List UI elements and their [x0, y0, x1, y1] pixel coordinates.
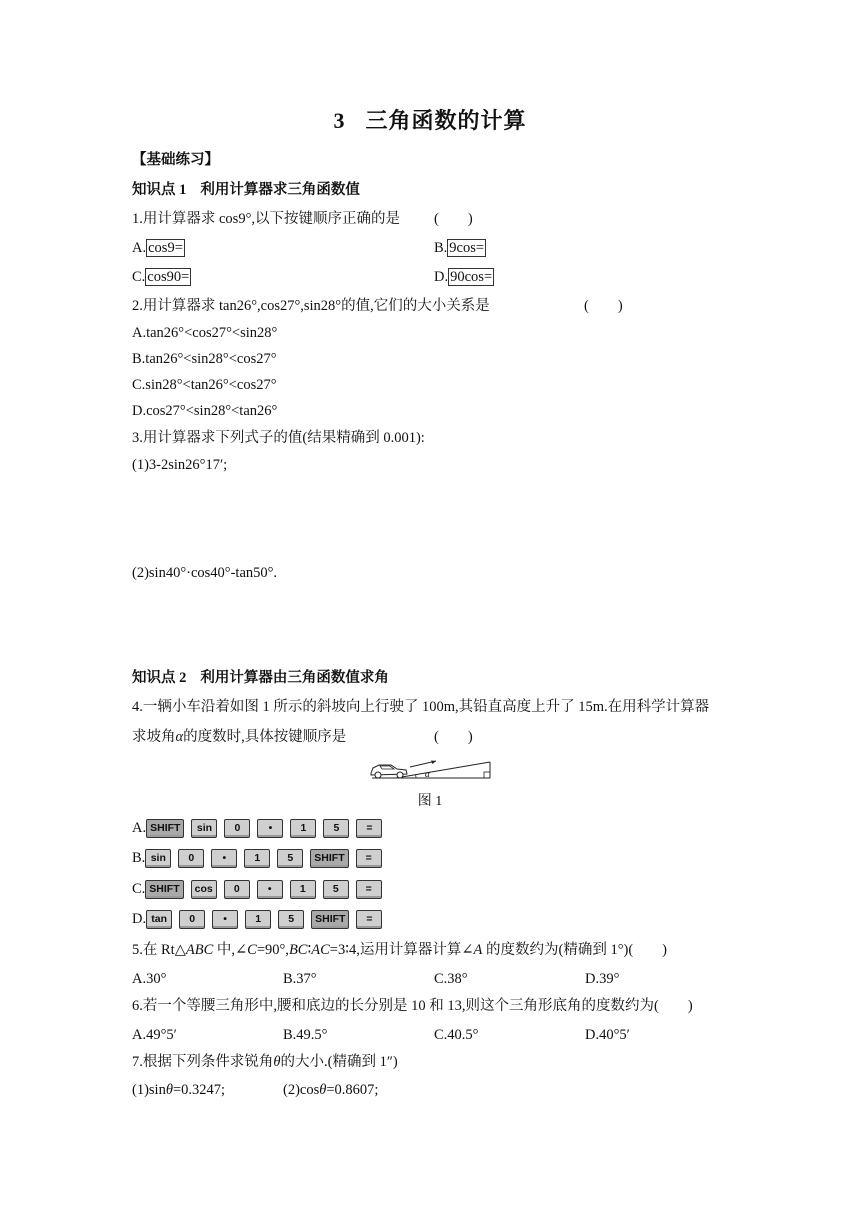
q5-option-b[interactable]: B.37°: [283, 971, 317, 987]
question-2-stem: 2.用计算器求 tan26°,cos27°,sin28°的值,它们的大小关系是: [132, 298, 490, 314]
tan-key: tan: [146, 910, 172, 929]
equals-key: =: [356, 849, 382, 868]
one-key: 1: [290, 819, 316, 838]
q5-mid1: 中,∠: [213, 942, 248, 958]
five-key: 5: [323, 819, 349, 838]
kp1-label: 知识点 1: [132, 182, 187, 198]
question-6-stem: 6.若一个等腰三角形中,腰和底边的长分别是 10 和 13,则这个三角形底角的度数约为( ): [132, 998, 693, 1014]
q1-a-keys: cos9=: [148, 240, 183, 256]
question-1-paren: ( ): [434, 211, 473, 227]
shift-key: SHIFT: [145, 880, 183, 899]
question-1-stem: [132, 209, 400, 229]
q4-option-b[interactable]: [132, 847, 389, 869]
q4-d-label: D.: [132, 910, 147, 927]
q5-option-d[interactable]: D.39°: [585, 971, 620, 987]
q5-post: 的度数约为(精确到 1°)( ): [482, 942, 667, 958]
dot-key: •: [257, 819, 283, 838]
right-angle-mark: [484, 772, 490, 778]
zero-key: 0: [178, 849, 204, 868]
five-key: 5: [277, 849, 303, 868]
q4-option-a[interactable]: [132, 817, 389, 839]
q1-option-a[interactable]: [132, 238, 185, 258]
q1-c-keys: cos90=: [147, 269, 190, 285]
shift-key: SHIFT: [311, 910, 349, 929]
zero-key: 0: [224, 819, 250, 838]
equals-key: =: [356, 910, 382, 929]
q5-pre: 5.在 Rt△: [132, 942, 186, 958]
slope-figure: [366, 757, 492, 783]
cos-key: cos: [191, 880, 217, 899]
q3-part-1: (1)3-2sin26°17′;: [132, 457, 228, 473]
question-5-stem: [132, 940, 667, 960]
q6-option-c[interactable]: C.40.5°: [434, 1027, 479, 1043]
q5-bc: BC: [288, 942, 308, 958]
question-3-stem: 3.用计算器求下列式子的值(结果精确到 0.001):: [132, 430, 425, 446]
five-key: 5: [323, 880, 349, 899]
zero-key: 0: [179, 910, 205, 929]
q5-ac: AC: [311, 942, 330, 958]
q6-option-b[interactable]: B.49.5°: [283, 1027, 328, 1043]
q1-d-keys: 90cos=: [450, 269, 493, 285]
q7-p1-post: =0.3247;: [172, 1082, 226, 1098]
section-basic-heading: 【基础练习】: [132, 152, 219, 168]
q6-option-a[interactable]: A.49°5′: [132, 1027, 177, 1043]
q6-option-d[interactable]: D.40°5′: [585, 1027, 630, 1043]
dot-key: •: [257, 880, 283, 899]
q7-theta: θ: [273, 1054, 281, 1070]
q7-pre: 7.根据下列条件求锐角: [132, 1054, 274, 1070]
title-number: 3: [333, 108, 346, 133]
q1-c-label: C.: [132, 269, 146, 285]
q5-abc: ABC: [185, 942, 214, 958]
q2-option-d[interactable]: D.cos27°<sin28°<tan26°: [132, 403, 278, 419]
five-key: 5: [278, 910, 304, 929]
page-title: [0, 104, 860, 135]
kp1-text: 利用计算器求三角函数值: [200, 182, 360, 198]
q7-post: 的大小.(精确到 1″): [280, 1054, 398, 1070]
q1-a-label: A.: [132, 240, 147, 256]
sin-key: sin: [145, 849, 171, 868]
question-4-paren: ( ): [434, 729, 473, 745]
equals-key: =: [356, 880, 382, 899]
q4-alpha: α: [175, 729, 184, 745]
dot-key: •: [211, 849, 237, 868]
equals-key: =: [356, 819, 382, 838]
zero-key: 0: [224, 880, 250, 899]
q7-p2-pre: (2)cos: [283, 1082, 320, 1098]
q5-a: A: [473, 942, 483, 958]
car-icon: [371, 765, 407, 778]
question-4-line-1: 4.一辆小车沿着如图 1 所示的斜坡向上行驶了 100m,其铅直高度上升了 15m.在用科学计算器: [132, 699, 710, 715]
one-key: 1: [245, 910, 271, 929]
figure-slope-line: [396, 762, 490, 778]
q1-option-b[interactable]: [434, 238, 486, 258]
one-key: 1: [290, 880, 316, 899]
q4-option-c[interactable]: [132, 878, 389, 900]
knowledge-point-1: [132, 180, 360, 200]
sin-key: sin: [191, 819, 217, 838]
q2-option-a[interactable]: A.tan26°<cos27°<sin28°: [132, 325, 278, 341]
title-text: 三角函数的计算: [365, 108, 527, 133]
shift-key: SHIFT: [146, 819, 184, 838]
q5-mid3: =3∶4,运用计算器计算∠: [329, 942, 474, 958]
q1-option-d[interactable]: [434, 267, 494, 287]
q7-part-2: [283, 1080, 378, 1100]
q1-stem-text: 1.用计算器求 cos9°,以下按键顺序正确的是: [132, 211, 401, 227]
q4-c-label: C.: [132, 880, 146, 897]
q5-ratio: ∶: [307, 942, 312, 958]
shift-key: SHIFT: [310, 849, 348, 868]
q7-p1-theta: θ: [165, 1082, 173, 1098]
q7-part-1: [132, 1080, 225, 1100]
q2-option-c[interactable]: C.sin28°<tan26°<cos27°: [132, 377, 277, 393]
figure-alpha-label: α: [425, 769, 430, 779]
question-7-stem: [132, 1052, 398, 1072]
question-2-paren: ( ): [584, 298, 623, 314]
q5-mid2: =90°,: [256, 942, 289, 958]
q1-option-c[interactable]: [132, 267, 191, 287]
kp2-text: 利用计算器由三角函数值求角: [200, 670, 389, 686]
q4-a-label: A.: [132, 819, 147, 836]
dot-key: •: [212, 910, 238, 929]
q5-option-a[interactable]: A.30°: [132, 971, 167, 987]
q7-p2-theta: θ: [319, 1082, 327, 1098]
q4-b-label: B.: [132, 849, 146, 866]
q1-b-keys: 9cos=: [449, 240, 485, 256]
q7-p1-pre: (1)sin: [132, 1082, 166, 1098]
q7-p2-post: =0.8607;: [326, 1082, 379, 1098]
question-4-line-2: [132, 727, 346, 747]
figure-caption: 图 1: [417, 794, 443, 809]
q5-option-c[interactable]: C.38°: [434, 971, 468, 987]
q1-b-label: B.: [434, 240, 448, 256]
arrow-icon: [410, 761, 436, 768]
q4-option-d[interactable]: [132, 908, 389, 930]
q4-line2-pre: 求坡角: [132, 729, 176, 745]
one-key: 1: [244, 849, 270, 868]
q4-line2-post: 的度数时,具体按键顺序是: [183, 729, 347, 745]
q1-d-label: D.: [434, 269, 449, 285]
kp2-label: 知识点 2: [132, 670, 187, 686]
q2-option-b[interactable]: B.tan26°<sin28°<cos27°: [132, 351, 277, 367]
q3-part-2: (2)sin40°·cos40°-tan50°.: [132, 565, 278, 581]
q5-c: C: [247, 942, 257, 958]
knowledge-point-2: [132, 668, 389, 688]
